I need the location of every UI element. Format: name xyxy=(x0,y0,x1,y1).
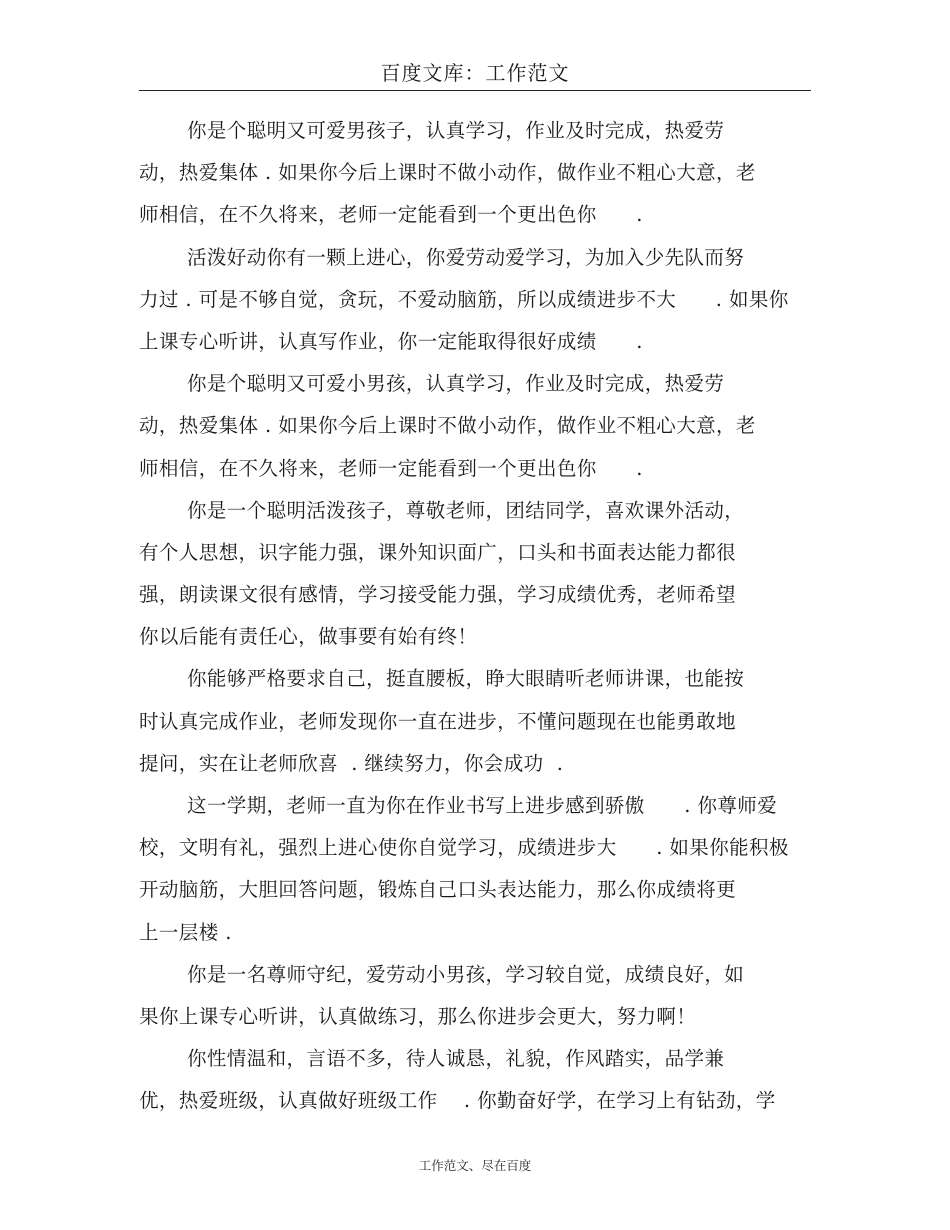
document-body xyxy=(139,110,811,1123)
paragraph-line: 你是一名尊师守纪，爱劳动小男孩，学习较自觉，成绩良好，如 xyxy=(187,962,745,986)
page-title: 百度文库：工作范文 xyxy=(380,61,570,85)
paragraph-line: 时认真完成作业，老师发现你一直在进步，不懂问题现在也能勇敢地 xyxy=(139,709,737,733)
paragraph-line: 上课专心听讲，认真写作业，你一定能取得很好成绩 . xyxy=(139,329,643,353)
paragraph-line: 师相信，在不久将来，老师一定能看到一个更出色你 . xyxy=(139,203,643,227)
paragraph-line: 你能够严格要求自己，挺直腰板，睁大眼睛听老师讲课，也能按 xyxy=(187,667,745,691)
paragraph-line: 你以后能有责任心，做事要有始有终！ xyxy=(139,625,478,649)
paragraph-line: 优，热爱班级，认真做好班级工作 . 你勤奋好学，在学习上有钻劲，学 xyxy=(139,1089,776,1113)
paragraph-line: 开动脑筋，大胆回答问题，锻炼自己口头表达能力，那么你成绩将更 xyxy=(139,878,737,902)
paragraph-line: 你是一个聪明活泼孩子，尊敬老师，团结同学，喜欢课外活动， xyxy=(187,498,745,522)
paragraph xyxy=(139,237,811,364)
paragraph-line: 师相信，在不久将来，老师一定能看到一个更出色你 . xyxy=(139,456,643,480)
paragraph-line: 这一学期，老师一直为你在作业书写上进步感到骄傲 . 你尊师爱 xyxy=(187,794,778,817)
paragraph-line: 动，热爱集体 . 如果你今后上课时不做小动作，做作业不粗心大意，老 xyxy=(139,161,756,185)
paragraph xyxy=(139,785,811,954)
paragraph xyxy=(139,658,811,785)
paragraph xyxy=(139,363,811,490)
paragraph-line: 力过 . 可是不够自觉，贪玩，不爱动脑筋，所以成绩进步不大 . 如果你 xyxy=(139,287,789,311)
paragraph-line: 动，热爱集体 . 如果你今后上课时不做小动作，做作业不粗心大意，老 xyxy=(139,414,756,438)
paragraph xyxy=(139,1038,811,1122)
paragraph-line: 活泼好动你有一颗上进心，你爱劳动爱学习，为加入少先队而努 xyxy=(187,245,745,269)
paragraph-line: 你是个聪明又可爱男孩子，认真学习，作业及时完成，热爱劳 xyxy=(187,119,725,142)
paragraph xyxy=(139,110,811,237)
page-header xyxy=(139,58,811,91)
paragraph-line: 你是个聪明又可爱小男孩，认真学习，作业及时完成，热爱劳 xyxy=(187,372,725,396)
paragraph-line: 有个人思想，识字能力强，课外知识面广，口头和书面表达能力都很 xyxy=(139,540,737,564)
paragraph-line: 上一层楼 . xyxy=(139,920,232,944)
page-footer xyxy=(0,1157,950,1175)
footer-text: 工作范文、尽在百度 xyxy=(418,1158,532,1173)
paragraph-line: 校，文明有礼，强烈上进心使你自觉学习，成绩进步大 . 如果你能积极 xyxy=(139,836,789,860)
paragraph xyxy=(139,490,811,659)
paragraph-line: 强，朗读课文很有感情，学习接受能力强，学习成绩优秀，老师希望 xyxy=(139,583,737,607)
paragraph xyxy=(139,954,811,1038)
paragraph-line: 提问，实在让老师欣喜 . 继续努力，你会成功 . xyxy=(139,751,564,775)
paragraph-line: 你性情温和，言语不多，待人诚恳，礼貌，作风踏实，品学兼 xyxy=(187,1047,725,1071)
paragraph-line: 果你上课专心听讲，认真做练习，那么你进步会更大，努力啊！ xyxy=(139,1004,697,1028)
